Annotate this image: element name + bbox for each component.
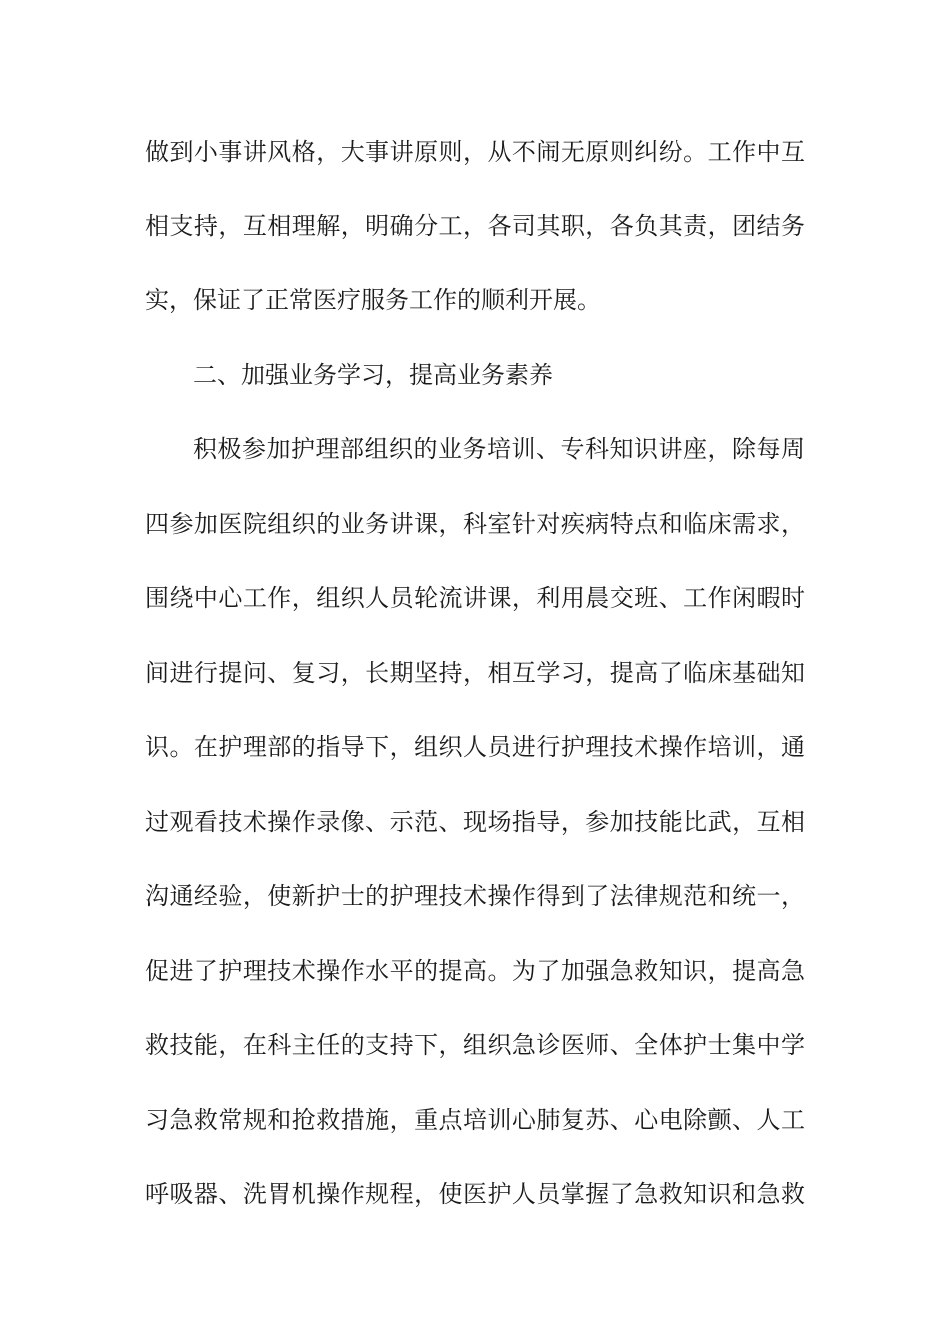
section-heading: 二、加强业务学习，提高业务素养 (193, 361, 553, 389)
body-line: 积极参加护理部组织的业务培训、专科知识讲座，除每周 (193, 435, 805, 463)
body-line: 实，保证了正常医疗服务工作的顺利开展。 (145, 286, 601, 314)
body-line: 做到小事讲风格，大事讲原则，从不闹无原则纠纷。工作中互 (145, 138, 805, 166)
body-line: 过观看技术操作录像、示范、现场指导，参加技能比武，互相 (145, 808, 805, 836)
body-line: 呼吸器、洗胃机操作规程，使医护人员掌握了急救知识和急救 (145, 1180, 805, 1208)
body-line: 围绕中心工作，组织人员轮流讲课，利用晨交班、工作闲暇时 (145, 584, 805, 612)
body-line: 促进了护理技术操作水平的提高。为了加强急救知识，提高急 (145, 957, 805, 985)
body-line: 习急救常规和抢救措施，重点培训心肺复苏、心电除颤、人工 (145, 1106, 805, 1134)
body-line: 沟通经验，使新护士的护理技术操作得到了法律规范和统一， (145, 882, 805, 910)
body-line: 救技能，在科主任的支持下，组织急诊医师、全体护士集中学 (145, 1031, 805, 1059)
body-line: 识。在护理部的指导下，组织人员进行护理技术操作培训，通 (145, 733, 805, 761)
body-line: 相支持，互相理解，明确分工，各司其职，各负其责，团结务 (145, 212, 805, 240)
body-line: 四参加医院组织的业务讲课，科室针对疾病特点和临床需求， (145, 510, 805, 538)
body-line: 间进行提问、复习，长期坚持，相互学习，提高了临床基础知 (145, 659, 805, 687)
